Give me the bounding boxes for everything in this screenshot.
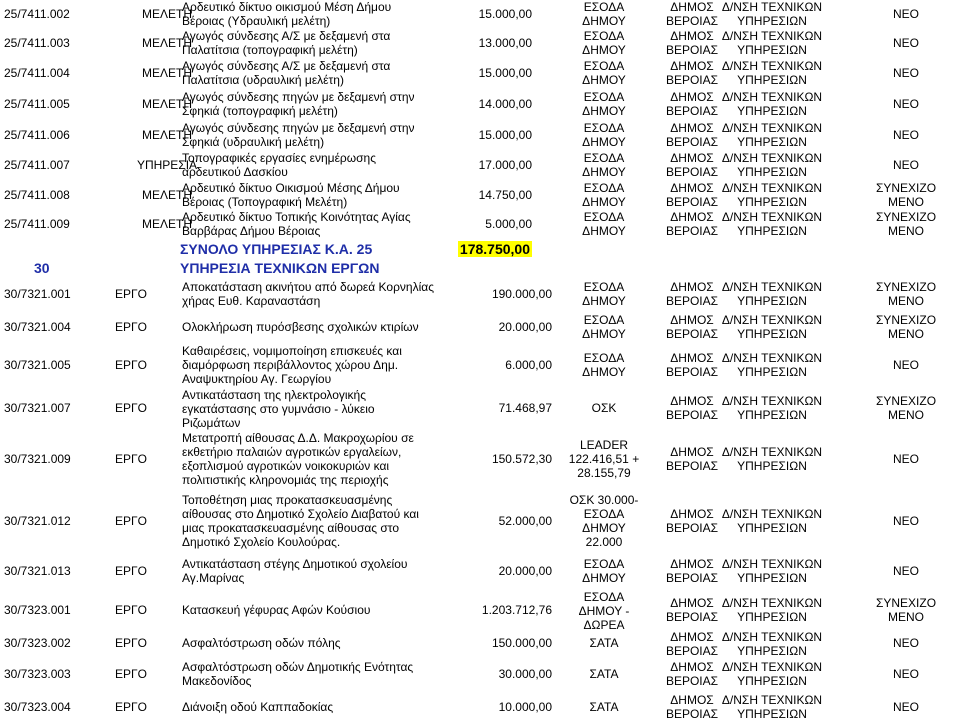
- responsible-dept: Δ/ΝΣΗ ΤΕΧΝΙΚΩΝ ΥΠΗΡΕΣΙΩΝ: [721, 351, 823, 379]
- responsible-body: ΔΗΜΟΣ ΒΕΡΟΙΑΣ: [665, 151, 719, 179]
- project-amount: 15.000,00: [478, 128, 532, 142]
- project-kind: ΕΡΓΟ: [115, 700, 147, 714]
- project-description: Μετατροπή αίθουσας Δ.Δ. Μακροχωρίου σε εκθετήριο παλαιών αγροτικών εργαλείων, εξοπλισμού αγροτικών νοικοκυριών και πολιτιστικής κληρονομιάς της περιοχής: [182, 431, 414, 487]
- project-description: Αγωγός σύνδεσης Α/Σ με δεξαμενή στα Παλατίτσια (υδραυλική μελέτη): [182, 59, 391, 87]
- project-code: 25/7411.006: [4, 128, 70, 142]
- project-kind: ΜΕΛΕΤΗ: [141, 128, 192, 142]
- project-amount: 1.203.712,76: [481, 603, 552, 617]
- responsible-dept: Δ/ΝΣΗ ΤΕΧΝΙΚΩΝ ΥΠΗΡΕΣΙΩΝ: [721, 90, 823, 118]
- project-status: ΣΥΝΕΧΙΖΟ ΜΕΝΟ: [875, 596, 937, 624]
- funding-source: ΣΑΤΑ: [589, 667, 619, 681]
- funding-source: ΕΣΟΔΑ ΔΗΜΟΥ: [582, 210, 626, 238]
- project-description: Τοποθέτηση μιας προκατασκευασμένης αίθουσας στο Δημοτικό Σχολείο Διαβατού και μιας προκατασκευασμένης αίθουσας στο Δημοτικό Σχολείο Κουλούρας.: [182, 493, 419, 549]
- funding-source: ΕΣΟΔΑ ΔΗΜΟΥ: [582, 313, 626, 341]
- project-code: 25/7411.009: [4, 217, 70, 231]
- responsible-body: ΔΗΜΟΣ ΒΕΡΟΙΑΣ: [665, 630, 719, 658]
- responsible-body: ΔΗΜΟΣ ΒΕΡΟΙΑΣ: [665, 210, 719, 238]
- funding-source: ΣΑΤΑ: [589, 636, 619, 650]
- responsible-dept: Δ/ΝΣΗ ΤΕΧΝΙΚΩΝ ΥΠΗΡΕΣΙΩΝ: [721, 151, 823, 179]
- subtotal-label: ΣΥΝΟΛΟ ΥΠΗΡΕΣΙΑΣ Κ.Α. 25: [180, 241, 373, 257]
- project-status: ΣΥΝΕΧΙΖΟ ΜΕΝΟ: [875, 313, 937, 341]
- funding-source: ΕΣΟΔΑ ΔΗΜΟΥ - ΔΩΡΕΑ: [578, 590, 630, 632]
- project-amount: 5.000,00: [485, 217, 532, 231]
- project-status: ΝΕΟ: [892, 128, 919, 142]
- project-amount: 15.000,00: [478, 7, 532, 21]
- responsible-body: ΔΗΜΟΣ ΒΕΡΟΙΑΣ: [665, 29, 719, 57]
- project-status: ΣΥΝΕΧΙΖΟ ΜΕΝΟ: [875, 210, 937, 238]
- project-amount: 20.000,00: [498, 564, 552, 578]
- project-kind: ΕΡΓΟ: [115, 320, 147, 334]
- project-kind: ΜΕΛΕΤΗ: [141, 7, 192, 21]
- project-status: ΝΕΟ: [892, 564, 919, 578]
- responsible-body: ΔΗΜΟΣ ΒΕΡΟΙΑΣ: [665, 0, 719, 28]
- project-kind: ΕΡΓΟ: [115, 452, 147, 466]
- project-kind: ΜΕΛΕΤΗ: [141, 36, 192, 50]
- project-code: 30/7323.001: [4, 603, 71, 617]
- project-code: 30/7321.013: [4, 564, 71, 578]
- project-code: 30/7321.005: [4, 358, 71, 372]
- project-kind: ΜΕΛΕΤΗ: [141, 188, 192, 202]
- project-description: Αντικατάσταση στέγης Δημοτικού σχολείου Αγ.Μαρίνας: [182, 557, 408, 585]
- project-status: ΝΕΟ: [892, 66, 919, 80]
- responsible-dept: Δ/ΝΣΗ ΤΕΧΝΙΚΩΝ ΥΠΗΡΕΣΙΩΝ: [721, 630, 823, 658]
- subtotal-amount: [420, 242, 532, 258]
- project-kind: ΕΡΓΟ: [115, 514, 147, 528]
- responsible-body: ΔΗΜΟΣ ΒΕΡΟΙΑΣ: [665, 557, 719, 585]
- funding-source: ΕΣΟΔΑ ΔΗΜΟΥ: [582, 121, 626, 149]
- project-kind: ΕΡΓΟ: [115, 358, 147, 372]
- funding-source: ΕΣΟΔΑ ΔΗΜΟΥ: [582, 90, 626, 118]
- project-amount: 6.000,00: [505, 358, 552, 372]
- responsible-body: ΔΗΜΟΣ ΒΕΡΟΙΑΣ: [665, 507, 719, 535]
- project-amount: 52.000,00: [498, 514, 552, 528]
- project-description: Αποκατάσταση ακινήτου από δωρεά Κορνηλίας χήρας Ευθ. Καραναστάση: [182, 280, 434, 308]
- project-status: ΝΕΟ: [892, 700, 919, 714]
- project-code: 25/7411.004: [4, 66, 70, 80]
- responsible-body: ΔΗΜΟΣ ΒΕΡΟΙΑΣ: [665, 596, 719, 624]
- project-amount: 71.468,97: [498, 401, 552, 415]
- funding-source: ΕΣΟΔΑ ΔΗΜΟΥ: [582, 59, 626, 87]
- responsible-body: ΔΗΜΟΣ ΒΕΡΟΙΑΣ: [665, 59, 719, 87]
- project-status: ΝΕΟ: [892, 514, 919, 528]
- project-kind: ΕΡΓΟ: [115, 667, 147, 681]
- section-title: ΥΠΗΡΕΣΙΑ ΤΕΧΝΙΚΩΝ ΕΡΓΩΝ: [180, 260, 380, 276]
- project-code: 30/7321.012: [4, 514, 71, 528]
- project-status: ΣΥΝΕΧΙΖΟ ΜΕΝΟ: [875, 394, 937, 422]
- funding-source: LEADER 122.416,51 + 28.155,79: [568, 438, 640, 480]
- funding-source: ΕΣΟΔΑ ΔΗΜΟΥ: [582, 151, 626, 179]
- project-status: ΝΕΟ: [892, 7, 919, 21]
- responsible-dept: Δ/ΝΣΗ ΤΕΧΝΙΚΩΝ ΥΠΗΡΕΣΙΩΝ: [721, 59, 823, 87]
- responsible-body: ΔΗΜΟΣ ΒΕΡΟΙΑΣ: [665, 445, 719, 473]
- project-kind: ΕΡΓΟ: [115, 287, 147, 301]
- project-description: Καθαιρέσεις, νομιμοποίηση επισκευές και διαμόρφωση περιβάλλοντος χώρου Δημ. Αναψυκτηρίου Αγ. Γεωργίου: [182, 344, 402, 386]
- project-status: ΣΥΝΕΧΙΖΟ ΜΕΝΟ: [875, 280, 937, 308]
- funding-source: ΕΣΟΔΑ ΔΗΜΟΥ: [582, 0, 626, 28]
- project-kind: ΕΡΓΟ: [115, 401, 147, 415]
- project-status: ΝΕΟ: [892, 636, 919, 650]
- project-description: Ασφαλτόστρωση οδών Δημοτικής Ενότητας Μακεδονίδος: [182, 660, 414, 688]
- section-number: 30: [34, 260, 50, 276]
- project-kind: ΥΠΗΡΕΣΙΑ: [136, 158, 198, 172]
- project-status: ΝΕΟ: [892, 97, 919, 111]
- responsible-body: ΔΗΜΟΣ ΒΕΡΟΙΑΣ: [665, 121, 719, 149]
- project-code: 25/7411.003: [4, 36, 70, 50]
- project-code: 25/7411.007: [4, 158, 70, 172]
- project-description: Αγωγός σύνδεσης πηγών με δεξαμενή στην Σφηκιά (υδραυλική μελέτη): [182, 121, 415, 149]
- responsible-dept: Δ/ΝΣΗ ΤΕΧΝΙΚΩΝ ΥΠΗΡΕΣΙΩΝ: [721, 660, 823, 688]
- responsible-dept: Δ/ΝΣΗ ΤΕΧΝΙΚΩΝ ΥΠΗΡΕΣΙΩΝ: [721, 394, 823, 422]
- project-kind: ΜΕΛΕΤΗ: [141, 217, 192, 231]
- project-status: ΝΕΟ: [892, 36, 919, 50]
- funding-source: ΕΣΟΔΑ ΔΗΜΟΥ: [582, 181, 626, 209]
- funding-source: ΕΣΟΔΑ ΔΗΜΟΥ: [582, 351, 626, 379]
- responsible-dept: Δ/ΝΣΗ ΤΕΧΝΙΚΩΝ ΥΠΗΡΕΣΙΩΝ: [721, 280, 823, 308]
- responsible-dept: Δ/ΝΣΗ ΤΕΧΝΙΚΩΝ ΥΠΗΡΕΣΙΩΝ: [721, 557, 823, 585]
- responsible-dept: Δ/ΝΣΗ ΤΕΧΝΙΚΩΝ ΥΠΗΡΕΣΙΩΝ: [721, 29, 823, 57]
- project-description: Αντικατάσταση της ηλεκτρολογικής εγκατάστασης στο γυμνάσιο - λύκειο Ριζωμάτων: [182, 388, 375, 430]
- project-description: Τοπογραφικές εργασίες ενημέρωσης αρδευτικού Δασκίου: [182, 151, 376, 179]
- funding-source: ΕΣΟΔΑ ΔΗΜΟΥ: [582, 29, 626, 57]
- project-status: ΝΕΟ: [892, 158, 919, 172]
- project-amount: 15.000,00: [478, 66, 532, 80]
- responsible-dept: Δ/ΝΣΗ ΤΕΧΝΙΚΩΝ ΥΠΗΡΕΣΙΩΝ: [721, 121, 823, 149]
- responsible-body: ΔΗΜΟΣ ΒΕΡΟΙΑΣ: [665, 313, 719, 341]
- project-status: ΝΕΟ: [892, 667, 919, 681]
- responsible-body: ΔΗΜΟΣ ΒΕΡΟΙΑΣ: [665, 181, 719, 209]
- responsible-dept: Δ/ΝΣΗ ΤΕΧΝΙΚΩΝ ΥΠΗΡΕΣΙΩΝ: [721, 507, 823, 535]
- responsible-dept: Δ/ΝΣΗ ΤΕΧΝΙΚΩΝ ΥΠΗΡΕΣΙΩΝ: [721, 596, 823, 624]
- project-status: ΣΥΝΕΧΙΖΟ ΜΕΝΟ: [875, 181, 937, 209]
- project-code: 30/7323.003: [4, 667, 71, 681]
- responsible-body: ΔΗΜΟΣ ΒΕΡΟΙΑΣ: [665, 351, 719, 379]
- project-kind: ΕΡΓΟ: [115, 636, 147, 650]
- project-amount: 190.000,00: [491, 287, 552, 301]
- project-amount: 10.000,00: [498, 700, 552, 714]
- responsible-dept: Δ/ΝΣΗ ΤΕΧΝΙΚΩΝ ΥΠΗΡΕΣΙΩΝ: [721, 313, 823, 341]
- project-amount: 14.000,00: [478, 97, 532, 111]
- project-description: Αρδευτικό δίκτυο Οικισμού Μέσης Δήμου Βέροιας (Τοπογραφική Μελέτη): [182, 181, 400, 209]
- project-description: Ασφαλτόστρωση οδών πόλης: [182, 636, 341, 650]
- project-code: 30/7321.007: [4, 401, 71, 415]
- project-kind: ΜΕΛΕΤΗ: [141, 66, 192, 80]
- project-description: Αγωγός σύνδεσης Α/Σ με δεξαμενή στα Παλατίτσια (τοπογραφική μελέτη): [182, 29, 391, 57]
- responsible-dept: Δ/ΝΣΗ ΤΕΧΝΙΚΩΝ ΥΠΗΡΕΣΙΩΝ: [721, 210, 823, 238]
- project-code: 30/7323.002: [4, 636, 71, 650]
- project-amount: 30.000,00: [498, 667, 552, 681]
- project-description: Αρδευτικό δίκτυο Τοπικής Κοινότητας Αγίας Βαρβάρας Δήμου Βέροιας: [182, 210, 411, 238]
- project-amount: 150.572,30: [491, 452, 552, 466]
- project-description: Αγωγός σύνδεσης πηγών με δεξαμενή στην Σφηκιά (τοπογραφική μελέτη): [182, 90, 415, 118]
- project-status: ΝΕΟ: [892, 358, 919, 372]
- funding-source: ΣΑΤΑ: [589, 700, 619, 714]
- responsible-dept: Δ/ΝΣΗ ΤΕΧΝΙΚΩΝ ΥΠΗΡΕΣΙΩΝ: [721, 693, 823, 721]
- funding-source: ΕΣΟΔΑ ΔΗΜΟΥ: [582, 557, 626, 585]
- project-amount: 17.000,00: [478, 158, 532, 172]
- funding-source: ΕΣΟΔΑ ΔΗΜΟΥ: [582, 280, 626, 308]
- project-kind: ΕΡΓΟ: [115, 564, 147, 578]
- project-code: 25/7411.005: [4, 97, 70, 111]
- responsible-body: ΔΗΜΟΣ ΒΕΡΟΙΑΣ: [665, 660, 719, 688]
- project-amount: 14.750,00: [478, 188, 532, 202]
- project-code: 30/7321.004: [4, 320, 71, 334]
- responsible-dept: Δ/ΝΣΗ ΤΕΧΝΙΚΩΝ ΥΠΗΡΕΣΙΩΝ: [721, 181, 823, 209]
- funding-source: ΟΣΚ 30.000- ΕΣΟΔΑ ΔΗΜΟΥ 22.000: [569, 493, 639, 549]
- project-description: Κατασκευή γέφυρας Αφών Κούσιου: [182, 603, 371, 617]
- project-status: ΝΕΟ: [892, 452, 919, 466]
- responsible-body: ΔΗΜΟΣ ΒΕΡΟΙΑΣ: [665, 693, 719, 721]
- responsible-body: ΔΗΜΟΣ ΒΕΡΟΙΑΣ: [665, 394, 719, 422]
- project-code: 25/7411.008: [4, 188, 70, 202]
- subtotal-amount-value: 178.750,00: [459, 241, 530, 257]
- project-description: Διάνοιξη οδού Καππαδοκίας: [182, 700, 334, 714]
- project-description: Αρδευτικό δίκτυο οικισμού Μέση Δήμου Βέροιας (Υδραυλική μελέτη): [182, 0, 392, 28]
- responsible-dept: Δ/ΝΣΗ ΤΕΧΝΙΚΩΝ ΥΠΗΡΕΣΙΩΝ: [721, 445, 823, 473]
- funding-source: ΟΣΚ: [591, 401, 617, 415]
- project-description: Ολοκλήρωση πυρόσβεσης σχολικών κτιρίων: [182, 320, 419, 334]
- project-code: 25/7411.002: [4, 7, 70, 21]
- project-kind: ΕΡΓΟ: [115, 603, 147, 617]
- project-kind: ΜΕΛΕΤΗ: [141, 97, 192, 111]
- project-amount: 13.000,00: [478, 36, 532, 50]
- project-amount: 20.000,00: [498, 320, 552, 334]
- responsible-body: ΔΗΜΟΣ ΒΕΡΟΙΑΣ: [665, 280, 719, 308]
- project-code: 30/7321.001: [4, 287, 71, 301]
- project-code: 30/7323.004: [4, 700, 71, 714]
- project-amount: 150.000,00: [491, 636, 552, 650]
- responsible-body: ΔΗΜΟΣ ΒΕΡΟΙΑΣ: [665, 90, 719, 118]
- project-code: 30/7321.009: [4, 452, 71, 466]
- responsible-dept: Δ/ΝΣΗ ΤΕΧΝΙΚΩΝ ΥΠΗΡΕΣΙΩΝ: [721, 0, 823, 28]
